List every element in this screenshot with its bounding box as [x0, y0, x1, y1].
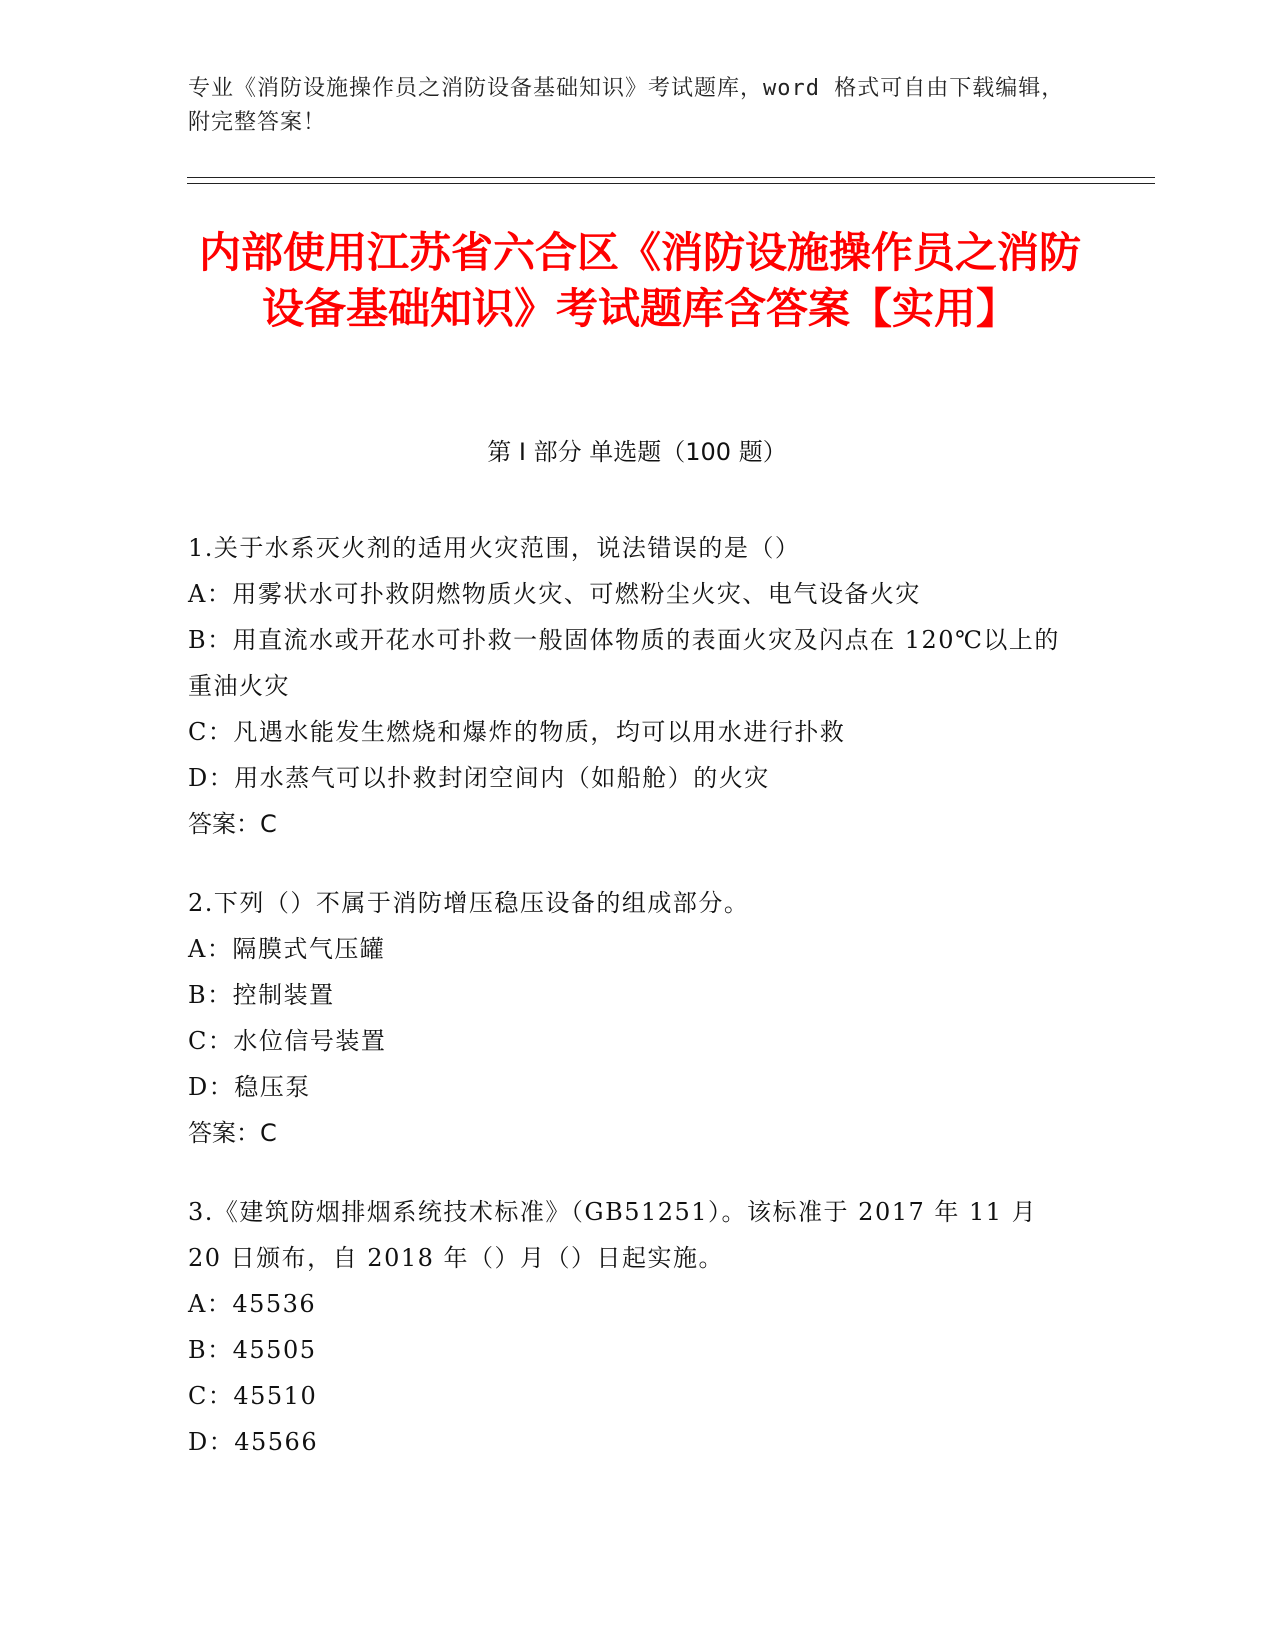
option-d: D：用水蒸气可以扑救封闭空间内（如船舱）的火灾: [188, 764, 770, 792]
option-c: C：水位信号装置: [188, 1027, 387, 1055]
question-stem: 3.《建筑防烟排烟系统技术标准》（GB51251）。该标准于 2017 年 11 月 20 日颁布，自 2018 年（）月（）日起实施。: [188, 1198, 1038, 1272]
option-b: B：用直流水或开花水可扑救一般固体物质的表面火灾及闪点在 120℃以上的重油火灾: [188, 626, 1060, 700]
document-title: 内部使用江苏省六合区《消防设施操作员之消防设备基础知识》考试题库含答案【实用】: [198, 228, 1081, 333]
option-c: C：凡遇水能发生燃烧和爆炸的物质，均可以用水进行扑救: [188, 718, 846, 746]
header-divider-bottom: [187, 183, 1155, 184]
answer-text: 答案：C: [188, 1119, 277, 1147]
option-a: A：用雾状水可扑救阴燃物质火灾、可燃粉尘火灾、电气设备火灾: [188, 580, 921, 608]
question-stem: 2.下列（）不属于消防增压稳压设备的组成部分。: [188, 889, 750, 917]
section-heading: 第 I 部分 单选题（100 题）: [487, 438, 787, 466]
option-b: B：控制装置: [188, 981, 335, 1009]
question-stem: 1.关于水系灭火剂的适用火灾范围，说法错误的是（）: [188, 534, 801, 562]
option-c: C：45510: [188, 1382, 318, 1410]
header-note: 专业《消防设施操作员之消防设备基础知识》考试题库，word 格式可自由下载编辑，附完整答案！: [188, 76, 1065, 135]
option-a: A：隔膜式气压罐: [188, 935, 386, 963]
option-b: B：45505: [188, 1336, 317, 1364]
option-a: A：45536: [188, 1290, 317, 1318]
answer-text: 答案：C: [188, 810, 277, 838]
question-2: [188, 880, 1068, 1156]
question-3: [188, 1189, 1068, 1465]
option-d: D：45566: [188, 1428, 319, 1456]
option-d: D：稳压泵: [188, 1073, 311, 1101]
question-1: [188, 525, 1068, 847]
question-list: [188, 525, 1068, 1498]
header-divider-top: [187, 177, 1155, 178]
